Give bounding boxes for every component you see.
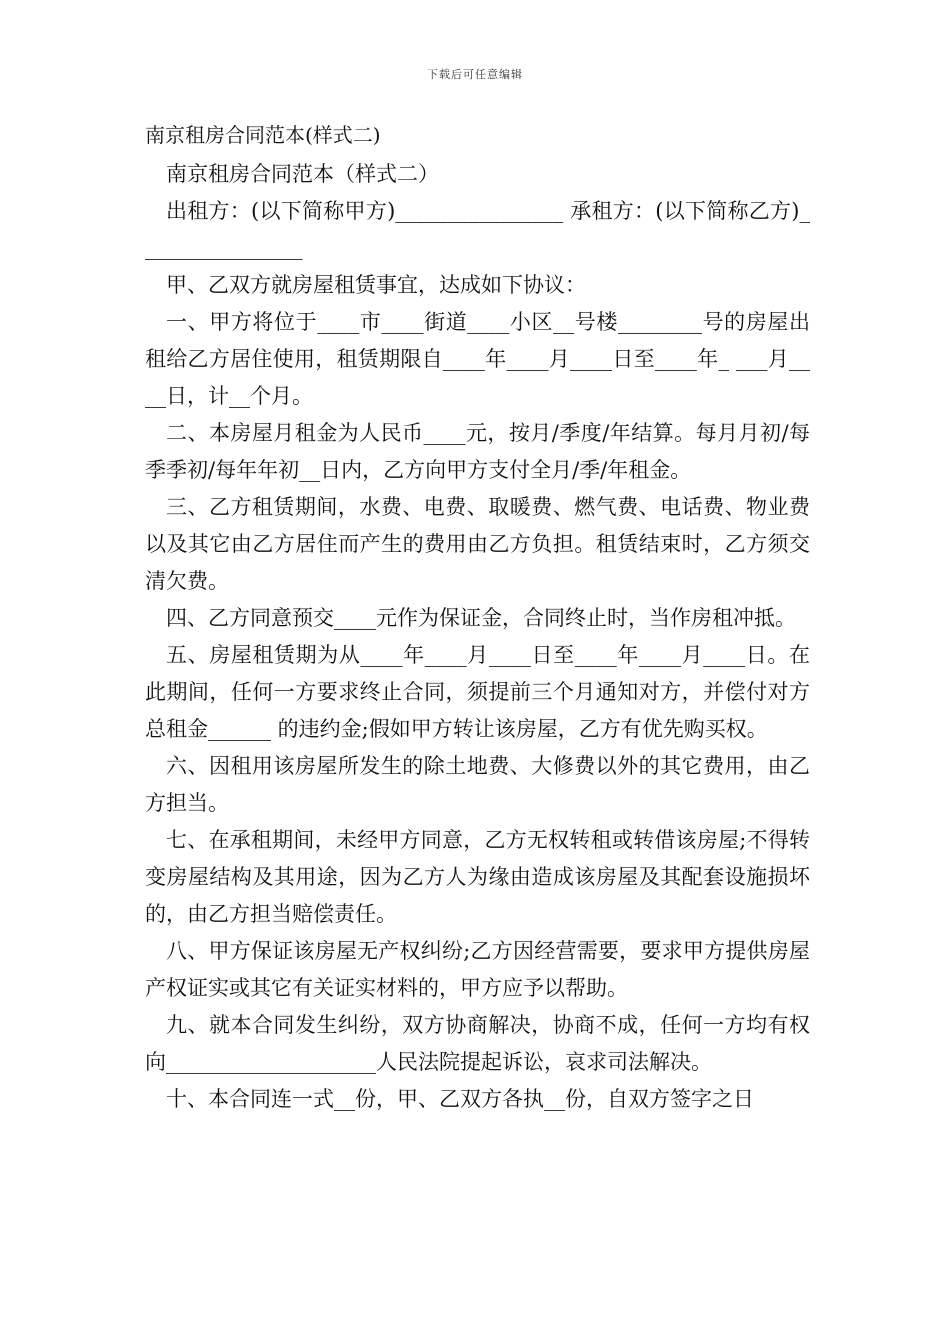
clause-4: 四、乙方同意预交____元作为保证金，合同终止时，当作房租冲抵。 [166, 606, 796, 630]
clause-10: 十、本合同连一式__份，甲、乙双方各执__份，自双方签字之日 [166, 1087, 754, 1111]
header-note: 下载后可任意编辑 [427, 68, 523, 81]
clause-9: 九、就本合同发生纠纷，双方协商解决，协商不成，任何一方均有权向____________________人民法院提起诉讼，哀求司法解决。 [145, 1013, 810, 1074]
clause-7: 七、在承租期间，未经甲方同意，乙方无权转租或转借该房屋;不得转变房屋结构及其用途，因为乙方人为缘由造成该房屋及其配套设施损坏的，由乙方担当赔偿责任。 [145, 828, 810, 926]
clause-5: 五、房屋租赁期为从____年____月____日至____年____月____日。在此期间，任何一方要求终止合同，须提前三个月通知对方，并偿付对方总租金______ 的违约金;假如甲方转让该房屋，乙方有优先购买权。 [145, 643, 810, 741]
document-subtitle: 南京租房合同范本（样式二） [166, 162, 439, 186]
clause-2: 二、本房屋月租金为人民币____元，按月/季度/年结算。每月月初/每季季初/每年年初__日内，乙方向甲方支付全月/季/年租金。 [145, 421, 810, 482]
clause-1: 一、甲方将位于____市____街道____小区__号楼________号的房屋出租给乙方居住使用，租赁期限自____年____月____日至____年_ ___月____日，计__个月。 [145, 310, 810, 408]
clause-6: 六、因租用该房屋所发生的除土地费、大修费以外的其它费用，由乙方担当。 [145, 754, 810, 815]
document-title: 南京租房合同范本(样式二) [145, 123, 381, 147]
clause-3: 三、乙方租赁期间，水费、电费、取暖费、燃气费、电话费、物业费以及其它由乙方居住而产生的费用由乙方负担。租赁结束时，乙方须交清欠费。 [145, 495, 810, 593]
document-body [145, 118, 810, 1118]
parties-paragraph: 出租方：(以下简称甲方)________________ 承租方：(以下简称乙方)________________ [145, 199, 810, 260]
clause-8: 八、甲方保证该房屋无产权纠纷;乙方因经营需要，要求甲方提供房屋产权证实或其它有关证实材料的，甲方应予以帮助。 [145, 939, 810, 1000]
agreement-intro: 甲、乙双方就房屋租赁事宜，达成如下协议： [166, 273, 586, 297]
